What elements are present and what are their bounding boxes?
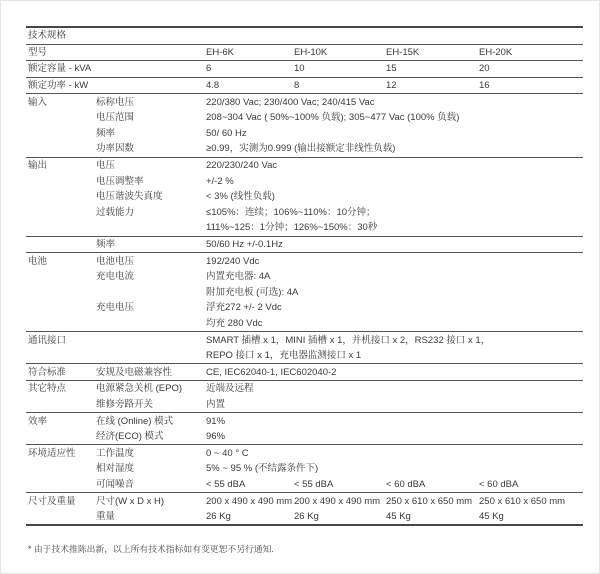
spec-row (26, 397, 583, 413)
table-section (26, 237, 583, 254)
spec-value: 50/ 60 Hz (206, 127, 247, 139)
footnote: * 由于技术推陈出新，以上所有技术指标如有变更恕不另行通知. (28, 544, 274, 555)
spec-label: 相对湿度 (96, 463, 135, 475)
spec-row (26, 173, 583, 189)
spec-row (26, 269, 583, 285)
spec-value-col3: 45 Kg (386, 511, 411, 523)
spec-row (26, 220, 583, 236)
table-section (26, 28, 583, 45)
section-label: 效率 (28, 415, 48, 427)
spec-label: 频率 (96, 127, 116, 139)
spec-label: 在线 (Online) 模式 (96, 415, 174, 427)
spec-value: 浮充272 +/- 2 Vdc (206, 302, 282, 314)
section-label: 输入 (28, 96, 48, 108)
spec-value: 内置充电器: 4A (206, 271, 271, 283)
spec-label: 电压调整率 (96, 175, 144, 187)
spec-value: SMART 插槽 x 1，MINI 插槽 x 1，并机接口 x 2，RS232 接口 x 1， (206, 334, 491, 346)
spec-value: REPO 接口 x 1，充电器监测接口 x 1 (206, 350, 362, 362)
table-section (26, 493, 583, 526)
spec-value: 111%~125：1分钟；126%~150%：30秒 (206, 222, 378, 234)
spec-row (26, 94, 583, 110)
spec-row (26, 381, 583, 397)
spec-value-col3: < 60 dBA (386, 478, 426, 490)
table-section (26, 332, 583, 364)
spec-row (26, 158, 583, 174)
spec-row (26, 253, 583, 269)
spec-value-col4: < 60 dBA (479, 478, 519, 490)
spec-value: 5% ~ 95 % (不结露条件下) (206, 463, 319, 475)
table-section (26, 364, 583, 381)
row-label: 额定容量 - kVA (28, 63, 92, 75)
spec-label: 过载能力 (96, 206, 135, 218)
spec-label: 可闻噪音 (96, 478, 135, 490)
spec-label: 标称电压 (96, 96, 135, 108)
table-title: 技术规格 (28, 30, 67, 42)
spec-value-col3: 15 (386, 63, 397, 75)
spec-value-col4: 250 x 610 x 650 mm (479, 495, 566, 507)
spec-row (26, 205, 583, 221)
spec-value: +/-2 % (206, 175, 234, 187)
spec-value-col2: 200 x 490 x 490 mm (294, 495, 381, 507)
spec-value-col1: < 55 dBA (206, 478, 246, 490)
spec-value: 220/230/240 Vac (206, 160, 278, 172)
section-label: 通讯接口 (28, 334, 67, 346)
table-section (26, 381, 583, 413)
spec-label: 维修旁路开关 (96, 398, 154, 410)
section-label: 环境适应性 (28, 447, 76, 459)
spec-label: 频率 (96, 239, 116, 251)
spec-value-col2: < 55 dBA (294, 478, 334, 490)
spec-label: 经济(ECO) 模式 (96, 431, 164, 443)
spec-label: 电压 (96, 160, 116, 172)
spec-row (26, 364, 583, 380)
spec-label: 尺寸(W x D x H) (96, 495, 165, 507)
spec-label: 安规及电磁兼容性 (96, 366, 173, 378)
spec-value-col2: 26 Kg (294, 511, 319, 523)
spec-table (26, 26, 583, 526)
spec-sheet-page (1, 26, 599, 555)
section-label: 电池 (28, 255, 48, 267)
row-label: 型号 (28, 46, 48, 58)
spec-value: 220/380 Vac; 230/400 Vac; 240/415 Vac (206, 96, 375, 108)
spec-row (26, 45, 583, 61)
spec-row (26, 445, 583, 461)
spec-row (26, 237, 583, 253)
spec-label: 工作温度 (96, 447, 135, 459)
spec-row (26, 316, 583, 332)
spec-row (26, 141, 583, 157)
spec-value: ≤105%：连续；106%~110%：10分钟； (206, 206, 376, 218)
spec-value-col4: 16 (479, 80, 490, 92)
spec-row (26, 413, 583, 429)
spec-row (26, 61, 583, 77)
table-section (26, 413, 583, 445)
spec-value: ≥0.99，实测为0.999 (输出接额定非线性负载) (206, 143, 396, 155)
spec-value: 91% (206, 415, 226, 427)
spec-value-col1: 6 (206, 63, 212, 75)
spec-row (26, 126, 583, 142)
spec-value-col4: 45 Kg (479, 511, 504, 523)
spec-label: 电源紧急关机 (EPO) (96, 383, 183, 395)
table-section (26, 445, 583, 493)
spec-row (26, 78, 583, 94)
spec-value-col1: EH-6K (206, 46, 234, 58)
spec-value-col1: 200 x 490 x 490 mm (206, 495, 293, 507)
spec-value: CE, IEC62040-1, IEC602040-2 (206, 366, 337, 378)
section-label: 输出 (28, 160, 48, 172)
spec-value-col4: 20 (479, 63, 490, 75)
spec-row (26, 285, 583, 301)
spec-value: 96% (206, 431, 226, 443)
spec-row (26, 509, 583, 525)
section-label: 符合标准 (28, 366, 67, 378)
spec-row (26, 429, 583, 445)
spec-row (26, 189, 583, 205)
table-section (26, 61, 583, 78)
table-section (26, 94, 583, 157)
spec-value-col1: 26 Kg (206, 511, 231, 523)
spec-row (26, 300, 583, 316)
table-title-row (26, 28, 583, 44)
spec-label: 电池电压 (96, 255, 135, 267)
table-section (26, 158, 583, 237)
table-section (26, 253, 583, 332)
spec-value: < 3% (线性负载) (206, 191, 275, 203)
section-label: 尺寸及重量 (28, 495, 76, 507)
spec-row (26, 332, 583, 348)
spec-row (26, 477, 583, 493)
spec-value-col2: 8 (294, 80, 300, 92)
spec-value-col3: 250 x 610 x 650 mm (386, 495, 473, 507)
spec-label: 电压谐波失真度 (96, 191, 163, 203)
spec-label: 电压范围 (96, 112, 135, 124)
spec-value: 内置 (206, 398, 226, 410)
spec-value-col2: EH-10K (294, 46, 328, 58)
spec-label: 充电电流 (96, 271, 135, 283)
spec-value: 均充 280 Vdc (206, 317, 263, 329)
spec-value: 208~304 Vac ( 50%~100% 负载); 305~477 Vac (100% 负载) (206, 112, 460, 124)
spec-row (26, 110, 583, 126)
spec-value-col3: EH-15K (386, 46, 420, 58)
spec-value-col4: EH-20K (479, 46, 513, 58)
spec-value-col2: 10 (294, 63, 305, 75)
spec-value: 50/60 Hz +/-0.1Hz (206, 239, 283, 251)
spec-value: 近端及远程 (206, 383, 254, 395)
spec-value: 0 ~ 40 ° C (206, 447, 249, 459)
spec-label: 重量 (96, 511, 116, 523)
spec-row (26, 461, 583, 477)
spec-value: 192/240 Vdc (206, 255, 260, 267)
section-label: 其它特点 (28, 383, 67, 395)
spec-label: 功率因数 (96, 143, 135, 155)
spec-value-col1: 4.8 (206, 80, 220, 92)
spec-value-col3: 12 (386, 80, 397, 92)
spec-row (26, 493, 583, 509)
table-section (26, 78, 583, 95)
spec-label: 充电电压 (96, 302, 135, 314)
spec-row (26, 348, 583, 364)
row-label: 额定功率 - kW (28, 80, 89, 92)
spec-value: 附加充电板 (可选): 4A (206, 286, 299, 298)
table-section (26, 45, 583, 62)
